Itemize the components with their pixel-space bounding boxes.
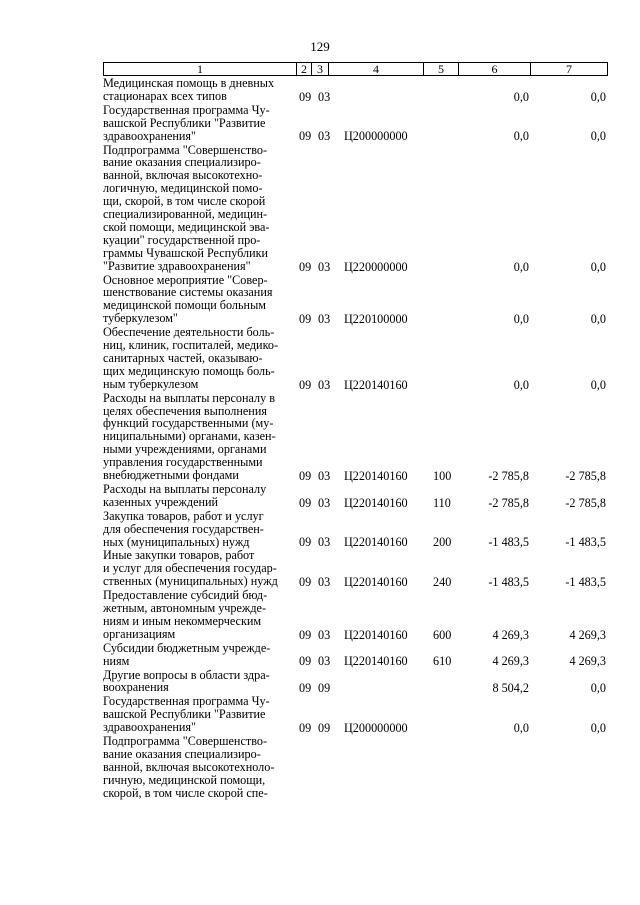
row-description: Расходы на выплаты персоналу в целях обеспечения выполнения функций государственными (му- ниципальными) органами, казен- ными учреждениями, органами управления государственными внебюджетными фондами (103, 390, 276, 483)
page-number: 129 (310, 39, 330, 54)
row-cell-7: -1 483,5 (565, 575, 606, 590)
table-row (103, 695, 606, 735)
row-cell-2: 09 (299, 627, 312, 642)
table-row (103, 274, 606, 327)
row-cell-3: 03 (318, 312, 331, 327)
table-row (103, 510, 606, 550)
row-description: Основное мероприятие "Совер- шенствование системы оказания медицинской помощи больным туберкулезом" (103, 272, 273, 326)
row-cell-2: 09 (299, 654, 312, 669)
row-cell-2: 09 (299, 259, 312, 274)
row-cell-4: Ц200000000 (344, 720, 408, 735)
row-cell-7: 4 269,3 (569, 627, 606, 642)
row-cell-6: -1 483,5 (488, 575, 529, 590)
table-row (103, 326, 606, 392)
row-cell-4: Ц220140160 (344, 468, 408, 483)
row-cell-2: 09 (299, 468, 312, 483)
row-cell-6: 0,0 (513, 312, 529, 327)
row-cell-7: -1 483,5 (565, 535, 606, 550)
row-cell-4: Ц220140160 (344, 627, 408, 642)
row-cell-6: -1 483,5 (488, 535, 529, 550)
row-cell-4: Ц220140160 (344, 377, 408, 392)
row-cell-5: 600 (433, 627, 452, 642)
row-cell-7: 0,0 (590, 720, 606, 735)
row-cell-4: Ц220100000 (344, 312, 408, 327)
table-row (103, 735, 606, 801)
table-row (103, 144, 606, 274)
row-cell-6: 0,0 (513, 259, 529, 274)
row-cell-7: 0,0 (590, 89, 606, 104)
row-cell-4: Ц220140160 (344, 654, 408, 669)
row-cell-5: 110 (433, 495, 451, 510)
row-cell-3: 09 (318, 720, 331, 735)
row-cell-4: Ц220140160 (344, 495, 408, 510)
row-cell-7: 0,0 (590, 377, 606, 392)
row-cell-3: 03 (318, 627, 331, 642)
row-cell-6: 0,0 (513, 377, 529, 392)
row-cell-3: 03 (318, 654, 331, 669)
row-cell-7: 0,0 (590, 259, 606, 274)
row-cell-6: 0,0 (513, 720, 529, 735)
row-cell-2: 09 (299, 535, 312, 550)
row-cell-2: 09 (299, 377, 312, 392)
row-cell-3: 03 (318, 575, 331, 590)
row-description: Иные закупки товаров, работ и услуг для обеспечения государ- ственных (муниципальных) нужд (103, 548, 278, 589)
table-row (103, 104, 606, 144)
row-cell-3: 03 (318, 259, 331, 274)
row-cell-2: 09 (299, 575, 312, 590)
row-cell-4: Ц220140160 (344, 535, 408, 550)
row-cell-7: 0,0 (590, 129, 606, 144)
table-row (103, 642, 606, 669)
row-description: Государственная программа Чу- вашской Республики "Развитие здравоохранения" (103, 102, 270, 143)
row-cell-2: 09 (299, 129, 312, 144)
table-row (103, 549, 606, 589)
header-col-4: 4 (329, 63, 424, 75)
row-cell-2: 09 (299, 720, 312, 735)
header-col-2: 2 (297, 63, 312, 75)
row-cell-3: 03 (318, 535, 331, 550)
row-cell-3: 09 (318, 681, 331, 696)
row-cell-5: 100 (433, 468, 452, 483)
row-description: Подпрограмма "Совершенство- вание оказания специализиро- ванной, включая высокотехно- логичную, медицинской помо- щи, скорой, в том числе скорой специализированной, медицин- ской помощи, медицинской эва- куации" государственной про- граммы Чувашской Республики "Развитие здравоохранения" (103, 142, 270, 273)
row-cell-6: -2 785,8 (488, 468, 529, 483)
row-description: Предоставление субсидий бюд- жетным, автономным учрежде- ниям и иным некоммерческим организациям (103, 588, 268, 641)
row-cell-6: 4 269,3 (492, 627, 529, 642)
row-cell-3: 03 (318, 377, 331, 392)
row-description: Расходы на выплаты персоналу казенных учреждений (103, 481, 267, 509)
row-description: Обеспечение деятельности боль- ниц, клиник, госпиталей, медико- санитарных частей, оказываю- щих медицинскую помощь боль- ным туберкулезом (103, 325, 279, 391)
row-cell-7: -2 785,8 (565, 468, 606, 483)
row-cell-6: 8 504,2 (492, 681, 529, 696)
row-description: Другие вопросы в области здра- воохранения (103, 667, 270, 695)
row-cell-2: 09 (299, 495, 312, 510)
header-col-5: 5 (424, 63, 459, 75)
row-cell-3: 03 (318, 89, 331, 104)
row-description: Медицинская помощь в дневных стационарах всех типов (103, 76, 275, 103)
row-description: Государственная программа Чу- вашской Республики "Развитие здравоохранения" (103, 694, 270, 735)
row-description: Подпрограмма "Совершенство- вание оказания специализиро- ванной, включая высокотехноло- гичную, медицинской помощи, скорой, в том числе скорой спе- (103, 734, 275, 800)
header-col-7: 7 (566, 62, 572, 76)
header-col-6: 6 (459, 63, 531, 75)
row-cell-4: Ц220000000 (344, 259, 408, 274)
row-cell-5: 610 (433, 654, 452, 669)
table-row (103, 589, 606, 642)
row-cell-6: 0,0 (513, 89, 529, 104)
table-header (103, 62, 608, 76)
row-cell-4: Ц200000000 (344, 129, 408, 144)
table-row (103, 392, 606, 483)
row-cell-3: 03 (318, 468, 331, 483)
row-description: Субсидии бюджетным учрежде- ниям (103, 640, 271, 668)
row-cell-5: 240 (433, 575, 452, 590)
header-col-3: 3 (312, 63, 329, 75)
table-row (103, 483, 606, 510)
row-cell-6: -2 785,8 (488, 495, 529, 510)
row-cell-7: -2 785,8 (565, 495, 606, 510)
row-cell-6: 0,0 (513, 129, 529, 144)
table-row (103, 669, 606, 696)
table-row (103, 77, 606, 104)
row-cell-7: 0,0 (590, 681, 606, 696)
row-cell-6: 4 269,3 (492, 654, 529, 669)
row-cell-7: 0,0 (590, 312, 606, 327)
row-cell-4: Ц220140160 (344, 575, 408, 590)
header-col-1: 1 (104, 63, 297, 75)
row-cell-5: 200 (433, 535, 452, 550)
row-description: Закупка товаров, работ и услуг для обеспечения государствен- ных (муниципальных) нужд (103, 508, 264, 549)
row-cell-3: 03 (318, 495, 331, 510)
row-cell-2: 09 (299, 312, 312, 327)
row-cell-2: 09 (299, 681, 312, 696)
row-cell-7: 4 269,3 (569, 654, 606, 669)
row-cell-2: 09 (299, 89, 312, 104)
row-cell-3: 03 (318, 129, 331, 144)
